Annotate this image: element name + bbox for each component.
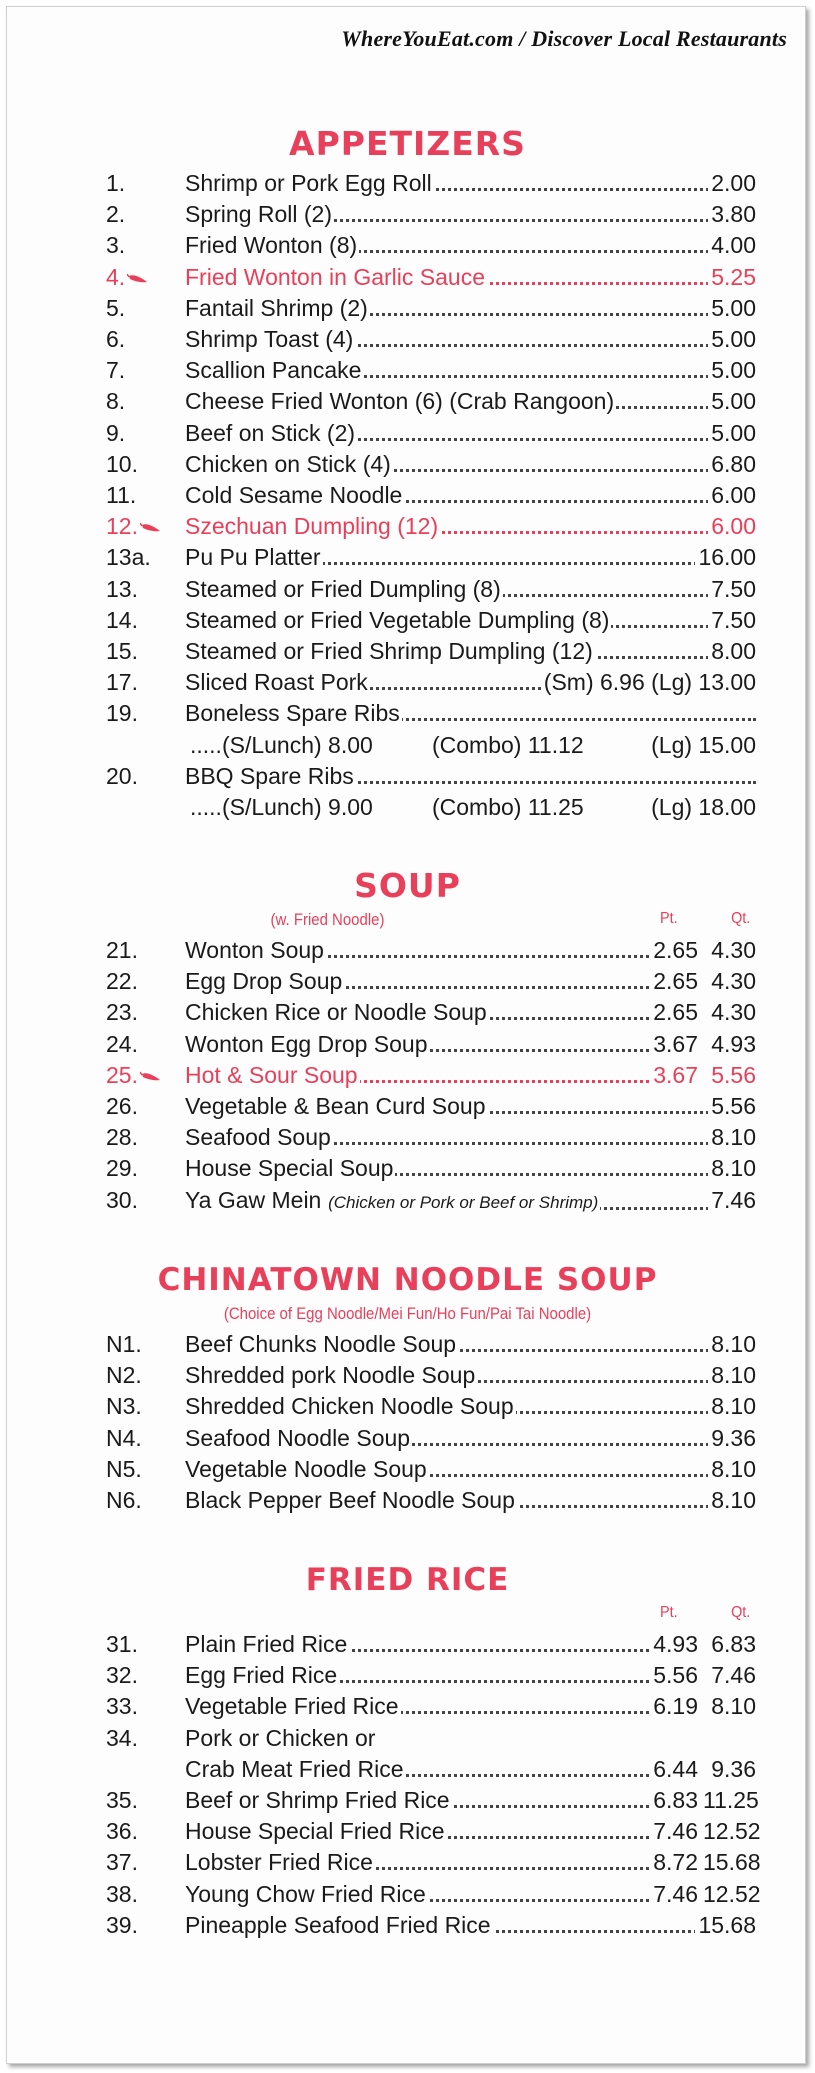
item-number: 2. [106, 201, 126, 228]
item-number: 7. [106, 357, 126, 384]
item-number: 23. [106, 999, 138, 1026]
price-quart: 7.46 [700, 1660, 756, 1691]
item-number: 4. [106, 262, 186, 293]
item-price: 7.50 [708, 605, 756, 636]
price-pint: 6.19 [650, 1691, 698, 1722]
price-pint: 2.65 [650, 997, 698, 1028]
rice-item [106, 1785, 759, 1816]
item-name [185, 480, 756, 511]
soup-item [106, 966, 756, 997]
item-price: 6.00 [708, 480, 756, 511]
item-name-text: Steamed or Fried Vegetable Dumpling (8) [185, 606, 610, 633]
item-number: 36. [106, 1818, 138, 1845]
appetizers-item [106, 761, 756, 792]
item-price: 4.00 [708, 230, 756, 261]
price-pint: 2.65 [650, 935, 698, 966]
item-name [185, 698, 756, 729]
item-number: 28. [106, 1124, 138, 1151]
item-name-text: Szechuan Dumpling (12) [185, 513, 439, 540]
soup-item [106, 997, 756, 1028]
rice-item [106, 1660, 756, 1691]
appetizers-item [106, 605, 756, 636]
soup-item [106, 1153, 756, 1184]
item-name-text: Shrimp Toast (4) [185, 326, 354, 352]
price-quart: 6.83 [700, 1629, 756, 1660]
item-name [185, 324, 756, 355]
soup-col-qt: Qt. [731, 910, 751, 927]
item-name-text: Cold Sesame Noodle [185, 482, 403, 508]
item-name-text: Steamed or Fried Dumpling (8) [185, 575, 501, 602]
price-quart: 4.93 [700, 1029, 756, 1060]
price-pint: 2.65 [650, 966, 698, 997]
appetizers-item [106, 449, 756, 480]
rice-item [106, 1847, 761, 1878]
soup-item [106, 1029, 756, 1060]
price-quart: 9.36 [700, 1754, 756, 1785]
item-note: (Chicken or Pork or Beef or Shrimp) [323, 1192, 599, 1212]
item-name [185, 1423, 756, 1454]
noodle-item [106, 1423, 756, 1454]
price-pint: 7.46 [650, 1816, 698, 1847]
item-name [185, 761, 756, 792]
item-price: 8.10 [708, 1122, 756, 1153]
item-number: 12. [106, 511, 186, 542]
soup-item [106, 1091, 756, 1122]
item-name-text: Chicken on Stick (4) [185, 450, 391, 477]
item-name [185, 511, 756, 542]
item-name-text: Boneless Spare Ribs [185, 700, 400, 727]
appetizers-item [106, 199, 756, 230]
item-number: 24. [106, 1030, 138, 1057]
item-number: N5. [106, 1455, 142, 1482]
item-number: 35. [106, 1787, 138, 1813]
item-name [185, 199, 756, 230]
item-name-text: Chicken Rice or Noodle Soup [185, 999, 487, 1026]
item-name-text: Shredded Chicken Noodle Soup [185, 1393, 514, 1420]
appetizers-item [106, 324, 756, 355]
item-number: 3. [106, 232, 126, 259]
item-number: 5. [106, 294, 126, 321]
item-price: 8.10 [708, 1454, 756, 1485]
price-quart: 4.30 [700, 997, 756, 1028]
item-number: 26. [106, 1093, 138, 1119]
item-number: N1. [106, 1331, 142, 1357]
noodle-subtitle: (Choice of Egg Noodle/Mei Fun/Ho Fun/Pai Tai Noodle) [223, 1304, 592, 1323]
fried-rice-title: FRIED RICE [305, 1562, 510, 1598]
item-number: 13a. [106, 544, 151, 571]
item-number: 38. [106, 1880, 138, 1907]
spare-ribs-prices [106, 792, 756, 823]
item-name [185, 1153, 756, 1184]
appetizers-title: APPETIZERS [289, 124, 526, 163]
item-number: N4. [106, 1424, 142, 1451]
item-name [185, 1122, 756, 1153]
rice-col-qt: Qt. [731, 1604, 751, 1621]
rice-item [106, 1754, 756, 1785]
item-name-text: Wonton Egg Drop Soup [185, 1030, 428, 1057]
soup-col-pt: Pt. [659, 910, 678, 927]
site-header: WhereYouEat.com / Discover Local Restaurants [341, 26, 787, 51]
item-name [185, 1454, 756, 1485]
price-pint: 6.44 [650, 1754, 698, 1785]
rice-item [106, 1629, 756, 1660]
item-price: 8.10 [708, 1391, 756, 1422]
combo-price: (Combo) 11.25 [432, 794, 584, 820]
item-price: (Sm) 6.96 (Lg) 13.00 [541, 667, 756, 698]
item-name-text: Ya Gaw Mein [185, 1186, 322, 1213]
item-number: 1. [106, 170, 126, 196]
appetizers-item [106, 636, 756, 667]
item-number: 29. [106, 1155, 138, 1182]
price-pint: 3.67 [650, 1029, 698, 1060]
soup-item [106, 1185, 756, 1216]
price-quart: 15.68 [700, 1847, 756, 1878]
item-name-text: Seafood Soup [185, 1124, 331, 1151]
item-number: 33. [106, 1693, 138, 1720]
item-price: 16.00 [695, 542, 756, 573]
item-price: 5.00 [708, 418, 756, 449]
item-number: 20. [106, 762, 138, 789]
rice-col-pt: Pt. [659, 1604, 678, 1621]
price-quart: 4.30 [700, 935, 756, 966]
appetizers-item [106, 511, 756, 542]
chili-pepper-icon [140, 522, 162, 534]
item-price: 8.10 [708, 1360, 756, 1391]
item-name-text: Scallion Pancake [185, 357, 362, 384]
price-quart: 4.30 [700, 966, 756, 997]
item-price: 8.10 [708, 1485, 756, 1516]
lunch-price: .....(S/Lunch) 9.00 [190, 794, 373, 820]
item-price: 9.36 [708, 1423, 756, 1454]
item-name-text: Black Pepper Beef Noodle Soup [185, 1487, 515, 1513]
rice-item [106, 1816, 761, 1847]
noodle-item [106, 1329, 756, 1360]
item-number: 31. [106, 1631, 138, 1657]
appetizers-item [106, 698, 756, 729]
price-pint: 4.93 [650, 1629, 698, 1660]
item-number: 21. [106, 937, 138, 963]
item-name [185, 1910, 756, 1941]
item-name [185, 418, 756, 449]
item-name-text: Pork or Chicken or [185, 1724, 376, 1751]
item-name [185, 1391, 756, 1422]
item-price: 5.00 [708, 355, 756, 386]
item-name [185, 574, 756, 605]
soup-item [106, 935, 756, 966]
item-name-text: Pu Pu Platter [185, 544, 321, 571]
item-name-text: Steamed or Fried Shrimp Dumpling (12) [185, 638, 593, 664]
item-number: 6. [106, 326, 126, 352]
rice-item [106, 1879, 761, 1910]
rice-item [106, 1910, 756, 1941]
item-number: 11. [106, 482, 137, 508]
soup-subtitle: (w. Fried Noodle) [270, 910, 385, 929]
soup-item [106, 1122, 756, 1153]
item-price: 7.50 [708, 574, 756, 605]
item-name [185, 542, 756, 573]
item-price: 6.00 [708, 511, 756, 542]
item-name [185, 449, 756, 480]
chili-pepper-icon [127, 273, 149, 285]
item-number: 32. [106, 1662, 138, 1689]
item-name [185, 1185, 756, 1218]
item-number: 17. [106, 669, 138, 696]
item-name [185, 1360, 756, 1391]
item-price: 6.80 [708, 449, 756, 480]
appetizers-item [106, 386, 756, 417]
lunch-price: .....(S/Lunch) 8.00 [190, 731, 373, 758]
item-name-text: Fried Wonton (8) [185, 232, 358, 259]
appetizers-item [106, 230, 756, 261]
item-price: 3.80 [708, 199, 756, 230]
price-quart: 12.52 [700, 1816, 756, 1847]
item-number: 39. [106, 1911, 138, 1938]
item-name [185, 386, 756, 417]
item-number: 10. [106, 450, 138, 477]
item-number: 30. [106, 1186, 138, 1213]
item-name [185, 293, 756, 324]
noodle-item [106, 1485, 756, 1516]
item-number: 25. [106, 1060, 186, 1091]
item-number: N6. [106, 1487, 142, 1513]
item-name-text: Vegetable Fried Rice [185, 1693, 399, 1720]
item-name-text: Cheese Fried Wonton (6) (Crab Rangoon) [185, 388, 615, 415]
item-name-text: Beef Chunks Noodle Soup [185, 1331, 457, 1357]
item-name [185, 355, 756, 386]
item-price: 8.10 [708, 1153, 756, 1184]
soup-title: SOUP [354, 866, 461, 905]
item-name-text: Egg Drop Soup [185, 968, 343, 995]
item-name-text: Beef on Stick (2) [185, 419, 356, 446]
item-name-text: BBQ Spare Ribs [185, 762, 354, 789]
item-name [185, 262, 756, 293]
item-price: 8.10 [708, 1329, 756, 1360]
item-name-text: Pineapple Seafood Fried Rice [185, 1911, 491, 1938]
item-name [185, 605, 756, 636]
price-quart: 11.25 [700, 1785, 756, 1816]
item-number: 15. [106, 638, 138, 664]
rice-item [106, 1723, 756, 1754]
appetizers-item [106, 355, 756, 386]
appetizers-item [106, 542, 756, 573]
price-quart: 12.52 [700, 1879, 756, 1910]
item-name [185, 1091, 756, 1122]
item-name-text: Lobster Fried Rice [185, 1849, 373, 1876]
noodle-title: CHINATOWN NOODLE SOUP [157, 1262, 658, 1298]
price-pint: 7.46 [650, 1879, 698, 1910]
appetizers-item [106, 480, 756, 511]
item-price: 15.68 [695, 1910, 756, 1941]
appetizers-item [106, 168, 756, 199]
item-number: 14. [106, 606, 138, 633]
item-name-text: Fried Wonton in Garlic Sauce [185, 263, 485, 290]
item-name-text: Seafood Noodle Soup [185, 1424, 411, 1451]
item-name-text: Beef or Shrimp Fried Rice [185, 1787, 450, 1813]
appetizers-item [106, 667, 756, 698]
item-name [185, 1723, 756, 1754]
item-number: N2. [106, 1362, 142, 1389]
item-name-text: Shredded pork Noodle Soup [185, 1362, 476, 1389]
item-name-text: Plain Fried Rice [185, 1631, 348, 1657]
item-price: 5.56 [708, 1091, 756, 1122]
item-number: 13. [106, 575, 138, 602]
item-name-text: Egg Fried Rice [185, 1662, 338, 1689]
item-name [185, 168, 756, 199]
appetizers-item [106, 574, 756, 605]
item-price: 2.00 [708, 168, 756, 199]
item-price: 5.00 [708, 293, 756, 324]
item-name-text: Crab Meat Fried Rice [185, 1755, 404, 1782]
large-price: (Lg) 15.00 [651, 731, 756, 758]
noodle-item [106, 1360, 756, 1391]
item-name-text: Hot & Sour Soup [185, 1061, 358, 1088]
rice-item [106, 1691, 756, 1722]
item-number: 22. [106, 968, 138, 995]
item-name-text: Vegetable Noodle Soup [185, 1455, 427, 1482]
price-pint: 6.83 [650, 1785, 698, 1816]
item-name-text: Shrimp or Pork Egg Roll [185, 170, 432, 196]
item-number: 19. [106, 700, 138, 727]
item-price: 7.46 [708, 1185, 756, 1216]
soup-item [106, 1060, 756, 1091]
item-number: 37. [106, 1849, 138, 1876]
item-name [185, 1329, 756, 1360]
noodle-item [106, 1391, 756, 1422]
large-price: (Lg) 18.00 [651, 794, 756, 820]
appetizers-item [106, 293, 756, 324]
item-number: 34. [106, 1724, 138, 1751]
price-pint: 5.56 [650, 1660, 698, 1691]
item-name-text: Spring Roll (2) [185, 201, 332, 228]
item-price: 5.00 [708, 386, 756, 417]
item-name [185, 636, 756, 667]
chili-pepper-icon [140, 1071, 162, 1083]
combo-price: (Combo) 11.12 [432, 731, 584, 758]
item-name-text: House Special Fried Rice [185, 1818, 445, 1845]
price-quart: 5.56 [700, 1060, 756, 1091]
price-pint: 8.72 [650, 1847, 698, 1878]
item-name-text: Young Chow Fried Rice [185, 1880, 426, 1907]
appetizers-item [106, 418, 756, 449]
item-price: 5.00 [708, 324, 756, 355]
item-name-text: Wonton Soup [185, 937, 324, 963]
item-name-text: Sliced Roast Pork [185, 669, 368, 696]
item-number: N3. [106, 1393, 142, 1420]
item-name [185, 230, 756, 261]
item-name-text: Fantail Shrimp (2) [185, 294, 368, 321]
price-quart: 8.10 [700, 1691, 756, 1722]
spare-ribs-prices [106, 730, 756, 761]
item-name [185, 1485, 756, 1516]
price-pint: 3.67 [650, 1060, 698, 1091]
appetizers-item [106, 262, 756, 293]
item-number: 8. [106, 388, 126, 415]
item-name-text: House Special Soup [185, 1155, 394, 1182]
item-number: 9. [106, 419, 126, 446]
noodle-item [106, 1454, 756, 1485]
item-name-text: Vegetable & Bean Curd Soup [185, 1093, 486, 1119]
item-price: 5.25 [708, 262, 756, 293]
item-price: 8.00 [708, 636, 756, 667]
